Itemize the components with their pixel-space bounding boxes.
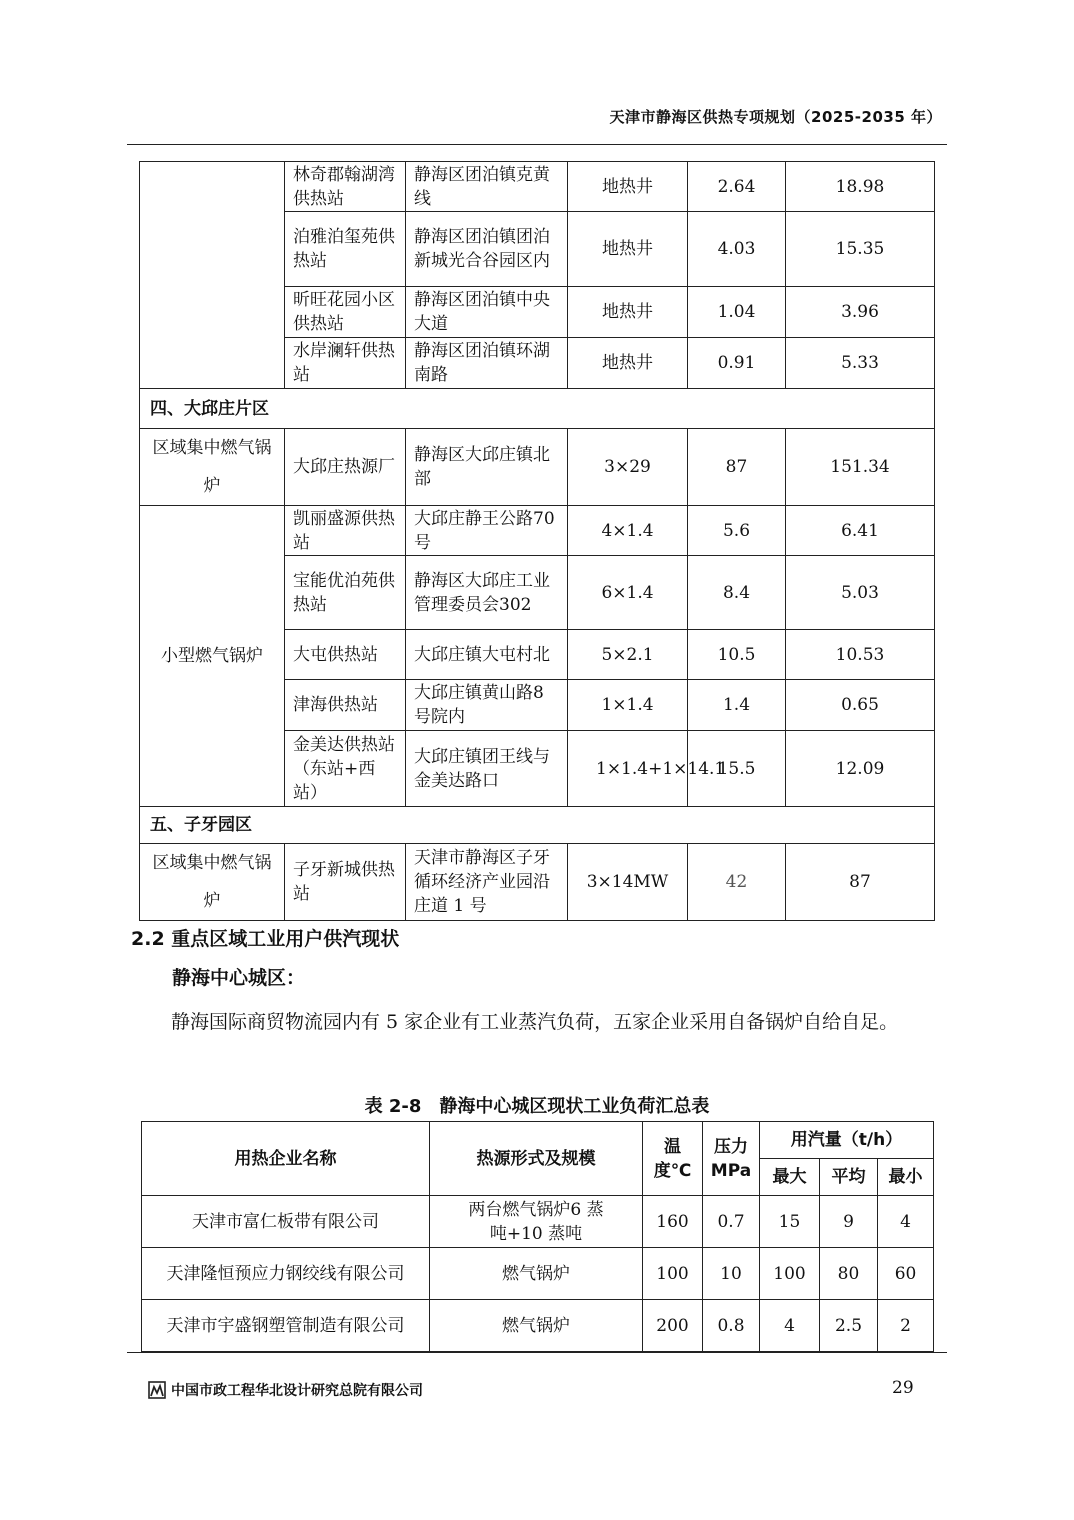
table-row xyxy=(140,162,935,212)
avg-cell: 80 xyxy=(820,1248,878,1300)
station-location: 大邱庄镇大屯村北 xyxy=(406,630,568,680)
station-capacity: 4.03 xyxy=(688,212,786,287)
station-area: 12.09 xyxy=(786,731,935,807)
min-cell: 60 xyxy=(878,1248,934,1300)
station-name: 凯丽盛源供热站 xyxy=(285,506,406,556)
footer-divider xyxy=(127,1352,947,1353)
station-scale: 3×29 xyxy=(568,429,688,506)
station-area: 10.53 xyxy=(786,630,935,680)
station-name: 津海供热站 xyxy=(285,680,406,731)
table-row xyxy=(142,1300,934,1352)
source-cell: 两台燃气锅炉6 蒸吨+10 蒸吨 xyxy=(430,1196,643,1248)
table-row xyxy=(140,506,935,556)
company-cell: 天津市富仁板带有限公司 xyxy=(142,1196,430,1248)
source-cell: 燃气锅炉 xyxy=(430,1248,643,1300)
industrial-load-table xyxy=(141,1121,934,1352)
header-source: 热源形式及规模 xyxy=(430,1122,643,1196)
heat-source-table xyxy=(139,161,935,921)
section-row xyxy=(140,807,935,844)
header-row xyxy=(142,1122,934,1159)
body-paragraph: 静海国际商贸物流园内有 5 家企业有工业蒸汽负荷，五家企业采用自备锅炉自给自足。 xyxy=(171,1011,899,1033)
temp-cell: 100 xyxy=(643,1248,703,1300)
table-row xyxy=(142,1196,934,1248)
avg-cell: 9 xyxy=(820,1196,878,1248)
pressure-cell: 0.8 xyxy=(703,1300,760,1352)
station-name: 宝能优泊苑供热站 xyxy=(285,556,406,630)
station-name: 水岸澜轩供热站 xyxy=(285,338,406,389)
max-cell: 4 xyxy=(760,1300,820,1352)
header-min: 最小 xyxy=(878,1159,934,1196)
sub-heading: 静海中心城区： xyxy=(172,967,306,989)
station-type: 地热井 xyxy=(568,287,688,338)
section-title: 四、大邱庄片区 xyxy=(140,389,935,429)
station-capacity: 15.5 xyxy=(688,731,786,807)
station-capacity: 1.04 xyxy=(688,287,786,338)
max-cell: 100 xyxy=(760,1248,820,1300)
station-location: 大邱庄静王公路70 号 xyxy=(406,506,568,556)
header-divider xyxy=(127,144,947,145)
station-capacity: 87 xyxy=(688,429,786,506)
footer-org-name: 中国市政工程华北设计研究总院有限公司 xyxy=(171,1383,423,1399)
station-capacity: 42 xyxy=(688,844,786,921)
station-location: 大邱庄镇团王线与金美达路口 xyxy=(406,731,568,807)
min-cell: 2 xyxy=(878,1300,934,1352)
station-location: 静海区团泊镇环湖南路 xyxy=(406,338,568,389)
page-header-title: 天津市静海区供热专项规划（2025-2035 年） xyxy=(609,108,942,126)
station-area: 5.33 xyxy=(786,338,935,389)
station-scale: 5×2.1 xyxy=(568,630,688,680)
category-cell: 区域集中燃气锅炉 xyxy=(140,429,285,506)
max-cell: 15 xyxy=(760,1196,820,1248)
station-area: 87 xyxy=(786,844,935,921)
station-capacity: 5.6 xyxy=(688,506,786,556)
section-heading: 2.2 重点区域工业用户供汽现状 xyxy=(131,928,400,950)
station-name: 大邱庄热源厂 xyxy=(285,429,406,506)
station-area: 0.65 xyxy=(786,680,935,731)
avg-cell: 2.5 xyxy=(820,1300,878,1352)
station-type: 地热井 xyxy=(568,338,688,389)
station-name: 子牙新城供热站 xyxy=(285,844,406,921)
header-temp: 温度℃ xyxy=(643,1122,703,1196)
station-area: 6.41 xyxy=(786,506,935,556)
section-title: 五、子牙园区 xyxy=(140,807,935,844)
station-capacity: 1.4 xyxy=(688,680,786,731)
pressure-cell: 0.7 xyxy=(703,1196,760,1248)
station-name: 林奇郡翰湖湾供热站 xyxy=(285,162,406,212)
cnmc-logo-icon xyxy=(148,1381,166,1399)
station-area: 3.96 xyxy=(786,287,935,338)
station-name: 昕旺花园小区供热站 xyxy=(285,287,406,338)
min-cell: 4 xyxy=(878,1196,934,1248)
station-location: 静海区团泊镇团泊新城光合谷园区内 xyxy=(406,212,568,287)
section-row xyxy=(140,389,935,429)
table-row xyxy=(140,844,935,921)
station-location: 静海区团泊镇中央大道 xyxy=(406,287,568,338)
temp-cell: 160 xyxy=(643,1196,703,1248)
header-max: 最大 xyxy=(760,1159,820,1196)
station-scale: 3×14MW xyxy=(568,844,688,921)
header-avg: 平均 xyxy=(820,1159,878,1196)
header-steam: 用汽量（t/h） xyxy=(760,1122,934,1159)
station-type: 地热井 xyxy=(568,162,688,212)
temp-cell: 200 xyxy=(643,1300,703,1352)
station-area: 151.34 xyxy=(786,429,935,506)
table-row xyxy=(140,429,935,506)
table-row xyxy=(142,1248,934,1300)
station-name: 泊雅泊玺苑供热站 xyxy=(285,212,406,287)
footer-organization xyxy=(148,1380,423,1400)
station-scale: 4×1.4 xyxy=(568,506,688,556)
station-location: 天津市静海区子牙循环经济产业园沿庄道 1 号 xyxy=(406,844,568,921)
company-cell: 天津市宇盛钢塑管制造有限公司 xyxy=(142,1300,430,1352)
station-area: 5.03 xyxy=(786,556,935,630)
station-scale: 1×1.4 xyxy=(568,680,688,731)
company-cell: 天津隆恒预应力钢绞线有限公司 xyxy=(142,1248,430,1300)
source-cell: 燃气锅炉 xyxy=(430,1300,643,1352)
pressure-cell: 10 xyxy=(703,1248,760,1300)
station-capacity: 0.91 xyxy=(688,338,786,389)
station-capacity: 10.5 xyxy=(688,630,786,680)
station-scale: 6×1.4 xyxy=(568,556,688,630)
header-company: 用热企业名称 xyxy=(142,1122,430,1196)
category-cell-continued xyxy=(140,162,285,389)
station-name: 大屯供热站 xyxy=(285,630,406,680)
station-location: 静海区团泊镇克黄线 xyxy=(406,162,568,212)
table-caption: 表 2-8 静海中心城区现状工业负荷汇总表 xyxy=(364,1096,710,1117)
category-cell: 区域集中燃气锅炉 xyxy=(140,844,285,921)
station-location: 静海区大邱庄工业管理委员会302 xyxy=(406,556,568,630)
station-capacity: 2.64 xyxy=(688,162,786,212)
category-cell: 小型燃气锅炉 xyxy=(140,506,285,807)
station-scale: 1×1.4+1×14.1 xyxy=(568,731,688,807)
station-area: 18.98 xyxy=(786,162,935,212)
page-number: 29 xyxy=(892,1378,914,1398)
station-type: 地热井 xyxy=(568,212,688,287)
header-pressure: 压力MPa xyxy=(703,1122,760,1196)
station-area: 15.35 xyxy=(786,212,935,287)
station-name: 金美达供热站（东站+西站） xyxy=(285,731,406,807)
station-location: 静海区大邱庄镇北部 xyxy=(406,429,568,506)
station-location: 大邱庄镇黄山路8 号院内 xyxy=(406,680,568,731)
station-capacity: 8.4 xyxy=(688,556,786,630)
